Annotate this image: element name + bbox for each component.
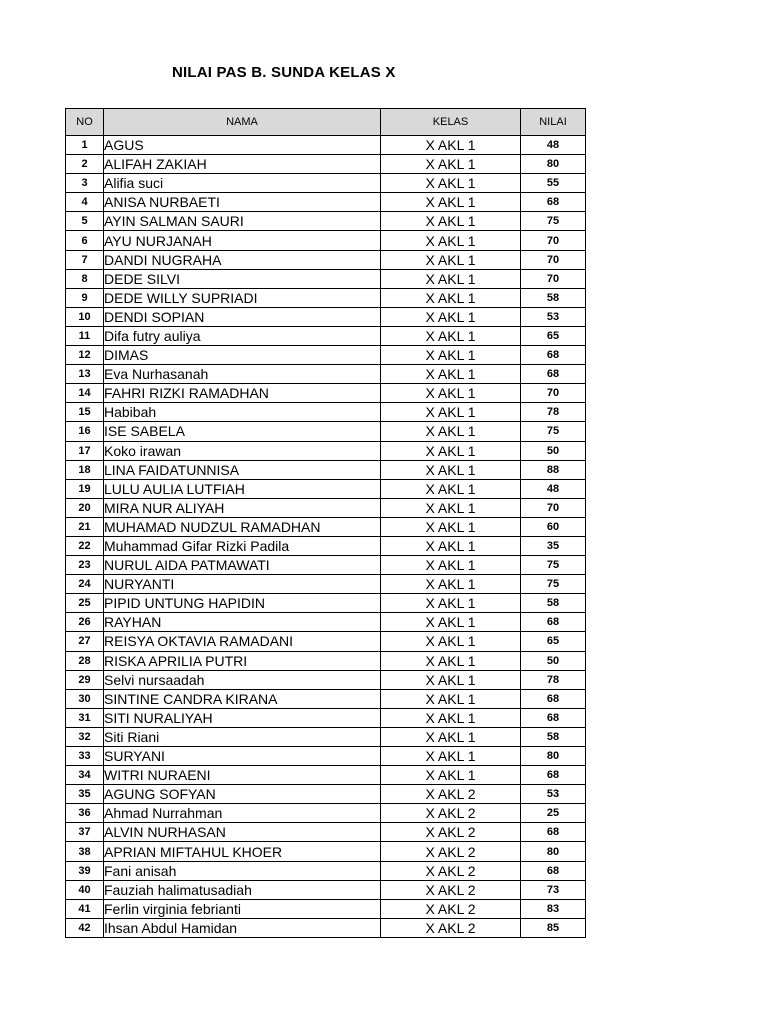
- table-row: [66, 651, 586, 670]
- row-number: 7: [66, 250, 104, 269]
- student-name: Fani anisah: [104, 861, 381, 880]
- row-number: 12: [66, 346, 104, 365]
- student-class: X AKL 1: [381, 727, 521, 746]
- table-header: [66, 109, 586, 136]
- row-number: 42: [66, 918, 104, 937]
- student-class: X AKL 1: [381, 747, 521, 766]
- student-class: X AKL 1: [381, 174, 521, 193]
- table-row: [66, 365, 586, 384]
- table-row: [66, 460, 586, 479]
- student-name: NURUL AIDA PATMAWATI: [104, 556, 381, 575]
- column-header-no: NO: [66, 109, 104, 136]
- student-name: MIRA NUR ALIYAH: [104, 498, 381, 517]
- row-number: 17: [66, 441, 104, 460]
- table-row: [66, 804, 586, 823]
- student-class: X AKL 2: [381, 918, 521, 937]
- student-class: X AKL 1: [381, 269, 521, 288]
- row-number: 37: [66, 823, 104, 842]
- student-class: X AKL 1: [381, 766, 521, 785]
- student-score: 80: [521, 155, 586, 174]
- student-name: RAYHAN: [104, 613, 381, 632]
- student-score: 53: [521, 785, 586, 804]
- student-class: X AKL 1: [381, 536, 521, 555]
- row-number: 27: [66, 632, 104, 651]
- student-score: 75: [521, 422, 586, 441]
- column-header-kelas: KELAS: [381, 109, 521, 136]
- table-row: [66, 880, 586, 899]
- student-score: 68: [521, 193, 586, 212]
- student-class: X AKL 1: [381, 651, 521, 670]
- column-header-nama: NAMA: [104, 109, 381, 136]
- column-header-nilai: NILAI: [521, 109, 586, 136]
- table-row: [66, 918, 586, 937]
- student-class: X AKL 1: [381, 441, 521, 460]
- student-score: 60: [521, 517, 586, 536]
- row-number: 32: [66, 727, 104, 746]
- student-score: 53: [521, 307, 586, 326]
- table-row: [66, 632, 586, 651]
- grades-table: [65, 108, 586, 938]
- student-score: 65: [521, 326, 586, 345]
- row-number: 39: [66, 861, 104, 880]
- header-row: [66, 109, 586, 136]
- row-number: 10: [66, 307, 104, 326]
- student-score: 70: [521, 231, 586, 250]
- table-row: [66, 479, 586, 498]
- student-name: Ihsan Abdul Hamidan: [104, 918, 381, 937]
- student-score: 68: [521, 708, 586, 727]
- table-row: [66, 212, 586, 231]
- table-row: [66, 766, 586, 785]
- student-score: 70: [521, 250, 586, 269]
- student-name: LINA FAIDATUNNISA: [104, 460, 381, 479]
- table-row: [66, 823, 586, 842]
- student-name: AGUNG SOFYAN: [104, 785, 381, 804]
- row-number: 23: [66, 556, 104, 575]
- student-score: 73: [521, 880, 586, 899]
- student-score: 68: [521, 861, 586, 880]
- student-name: Siti Riani: [104, 727, 381, 746]
- row-number: 25: [66, 594, 104, 613]
- student-class: X AKL 2: [381, 861, 521, 880]
- student-name: ISE SABELA: [104, 422, 381, 441]
- student-score: 88: [521, 460, 586, 479]
- student-score: 65: [521, 632, 586, 651]
- student-class: X AKL 1: [381, 155, 521, 174]
- student-score: 80: [521, 747, 586, 766]
- student-score: 55: [521, 174, 586, 193]
- row-number: 3: [66, 174, 104, 193]
- table-row: [66, 269, 586, 288]
- table-row: [66, 899, 586, 918]
- row-number: 6: [66, 231, 104, 250]
- student-name: Ahmad Nurrahman: [104, 804, 381, 823]
- student-name: APRIAN MIFTAHUL KHOER: [104, 842, 381, 861]
- student-score: 58: [521, 594, 586, 613]
- student-name: DEDE SILVI: [104, 269, 381, 288]
- student-class: X AKL 1: [381, 136, 521, 155]
- student-name: Muhammad Gifar Rizki Padila: [104, 536, 381, 555]
- student-score: 58: [521, 727, 586, 746]
- student-score: 85: [521, 918, 586, 937]
- student-class: X AKL 1: [381, 403, 521, 422]
- student-class: X AKL 1: [381, 575, 521, 594]
- row-number: 16: [66, 422, 104, 441]
- table-row: [66, 727, 586, 746]
- student-class: X AKL 2: [381, 823, 521, 842]
- student-class: X AKL 2: [381, 899, 521, 918]
- student-name: SURYANI: [104, 747, 381, 766]
- student-score: 75: [521, 212, 586, 231]
- student-name: Habibah: [104, 403, 381, 422]
- student-name: DEDE WILLY SUPRIADI: [104, 288, 381, 307]
- row-number: 24: [66, 575, 104, 594]
- student-class: X AKL 2: [381, 880, 521, 899]
- student-name: ALVIN NURHASAN: [104, 823, 381, 842]
- table-row: [66, 250, 586, 269]
- student-name: SINTINE CANDRA KIRANA: [104, 689, 381, 708]
- student-score: 48: [521, 479, 586, 498]
- student-name: WITRI NURAENI: [104, 766, 381, 785]
- student-score: 35: [521, 536, 586, 555]
- student-name: Eva Nurhasanah: [104, 365, 381, 384]
- table-row: [66, 384, 586, 403]
- row-number: 4: [66, 193, 104, 212]
- table-row: [66, 422, 586, 441]
- student-score: 25: [521, 804, 586, 823]
- student-name: SITI NURALIYAH: [104, 708, 381, 727]
- table-row: [66, 536, 586, 555]
- row-number: 22: [66, 536, 104, 555]
- student-name: Fauziah halimatusadiah: [104, 880, 381, 899]
- table-row: [66, 326, 586, 345]
- row-number: 36: [66, 804, 104, 823]
- student-class: X AKL 1: [381, 250, 521, 269]
- row-number: 33: [66, 747, 104, 766]
- table-row: [66, 842, 586, 861]
- table-row: [66, 613, 586, 632]
- table-row: [66, 594, 586, 613]
- row-number: 29: [66, 670, 104, 689]
- student-score: 68: [521, 766, 586, 785]
- student-name: RISKA APRILIA PUTRI: [104, 651, 381, 670]
- table-row: [66, 517, 586, 536]
- student-class: X AKL 1: [381, 288, 521, 307]
- student-score: 50: [521, 441, 586, 460]
- student-score: 48: [521, 136, 586, 155]
- table-row: [66, 441, 586, 460]
- student-class: X AKL 1: [381, 613, 521, 632]
- student-score: 75: [521, 556, 586, 575]
- row-number: 8: [66, 269, 104, 288]
- table-row: [66, 307, 586, 326]
- student-class: X AKL 1: [381, 346, 521, 365]
- student-name: NURYANTI: [104, 575, 381, 594]
- student-class: X AKL 1: [381, 307, 521, 326]
- student-name: LULU AULIA LUTFIAH: [104, 479, 381, 498]
- row-number: 9: [66, 288, 104, 307]
- student-score: 75: [521, 575, 586, 594]
- student-score: 68: [521, 613, 586, 632]
- student-class: X AKL 1: [381, 632, 521, 651]
- student-class: X AKL 1: [381, 212, 521, 231]
- student-class: X AKL 2: [381, 785, 521, 804]
- table-row: [66, 155, 586, 174]
- row-number: 1: [66, 136, 104, 155]
- row-number: 5: [66, 212, 104, 231]
- student-name: Difa futry auliya: [104, 326, 381, 345]
- table-row: [66, 747, 586, 766]
- student-class: X AKL 1: [381, 422, 521, 441]
- student-score: 68: [521, 365, 586, 384]
- student-class: X AKL 2: [381, 804, 521, 823]
- row-number: 34: [66, 766, 104, 785]
- student-name: Koko irawan: [104, 441, 381, 460]
- student-score: 68: [521, 823, 586, 842]
- row-number: 26: [66, 613, 104, 632]
- student-name: AYU NURJANAH: [104, 231, 381, 250]
- student-name: DANDI NUGRAHA: [104, 250, 381, 269]
- student-name: ANISA NURBAETI: [104, 193, 381, 212]
- row-number: 11: [66, 326, 104, 345]
- table-row: [66, 346, 586, 365]
- student-class: X AKL 1: [381, 365, 521, 384]
- table-row: [66, 231, 586, 250]
- student-name: Ferlin virginia febrianti: [104, 899, 381, 918]
- student-name: PIPID UNTUNG HAPIDIN: [104, 594, 381, 613]
- student-name: FAHRI RIZKI RAMADHAN: [104, 384, 381, 403]
- row-number: 41: [66, 899, 104, 918]
- table-row: [66, 403, 586, 422]
- student-score: 70: [521, 498, 586, 517]
- student-name: ALIFAH ZAKIAH: [104, 155, 381, 174]
- table-row: [66, 136, 586, 155]
- table-body: [66, 136, 586, 938]
- table-row: [66, 785, 586, 804]
- student-score: 78: [521, 670, 586, 689]
- student-score: 58: [521, 288, 586, 307]
- student-score: 50: [521, 651, 586, 670]
- row-number: 2: [66, 155, 104, 174]
- row-number: 35: [66, 785, 104, 804]
- table-row: [66, 174, 586, 193]
- student-class: X AKL 1: [381, 708, 521, 727]
- student-score: 68: [521, 346, 586, 365]
- student-name: DENDI SOPIAN: [104, 307, 381, 326]
- student-class: X AKL 1: [381, 193, 521, 212]
- row-number: 14: [66, 384, 104, 403]
- student-name: DIMAS: [104, 346, 381, 365]
- student-score: 80: [521, 842, 586, 861]
- student-score: 70: [521, 269, 586, 288]
- student-class: X AKL 1: [381, 517, 521, 536]
- student-class: X AKL 1: [381, 326, 521, 345]
- student-class: X AKL 1: [381, 498, 521, 517]
- student-class: X AKL 1: [381, 670, 521, 689]
- row-number: 40: [66, 880, 104, 899]
- table-row: [66, 288, 586, 307]
- student-name: Selvi nursaadah: [104, 670, 381, 689]
- student-name: AGUS: [104, 136, 381, 155]
- row-number: 20: [66, 498, 104, 517]
- table-row: [66, 861, 586, 880]
- row-number: 19: [66, 479, 104, 498]
- row-number: 21: [66, 517, 104, 536]
- student-score: 70: [521, 384, 586, 403]
- student-class: X AKL 2: [381, 842, 521, 861]
- table-row: [66, 689, 586, 708]
- student-name: Alifia suci: [104, 174, 381, 193]
- row-number: 31: [66, 708, 104, 727]
- row-number: 15: [66, 403, 104, 422]
- table-row: [66, 670, 586, 689]
- table-row: [66, 556, 586, 575]
- student-score: 68: [521, 689, 586, 708]
- row-number: 18: [66, 460, 104, 479]
- student-class: X AKL 1: [381, 689, 521, 708]
- student-name: MUHAMAD NUDZUL RAMADHAN: [104, 517, 381, 536]
- row-number: 13: [66, 365, 104, 384]
- student-class: X AKL 1: [381, 231, 521, 250]
- student-class: X AKL 1: [381, 384, 521, 403]
- student-class: X AKL 1: [381, 594, 521, 613]
- student-name: REISYA OKTAVIA RAMADANI: [104, 632, 381, 651]
- student-class: X AKL 1: [381, 460, 521, 479]
- row-number: 30: [66, 689, 104, 708]
- table-row: [66, 193, 586, 212]
- student-class: X AKL 1: [381, 479, 521, 498]
- row-number: 38: [66, 842, 104, 861]
- student-score: 83: [521, 899, 586, 918]
- student-score: 78: [521, 403, 586, 422]
- student-name: AYIN SALMAN SAURI: [104, 212, 381, 231]
- row-number: 28: [66, 651, 104, 670]
- table-row: [66, 575, 586, 594]
- page-title: NILAI PAS B. SUNDA KELAS X: [172, 64, 396, 81]
- table-row: [66, 498, 586, 517]
- student-class: X AKL 1: [381, 556, 521, 575]
- table-row: [66, 708, 586, 727]
